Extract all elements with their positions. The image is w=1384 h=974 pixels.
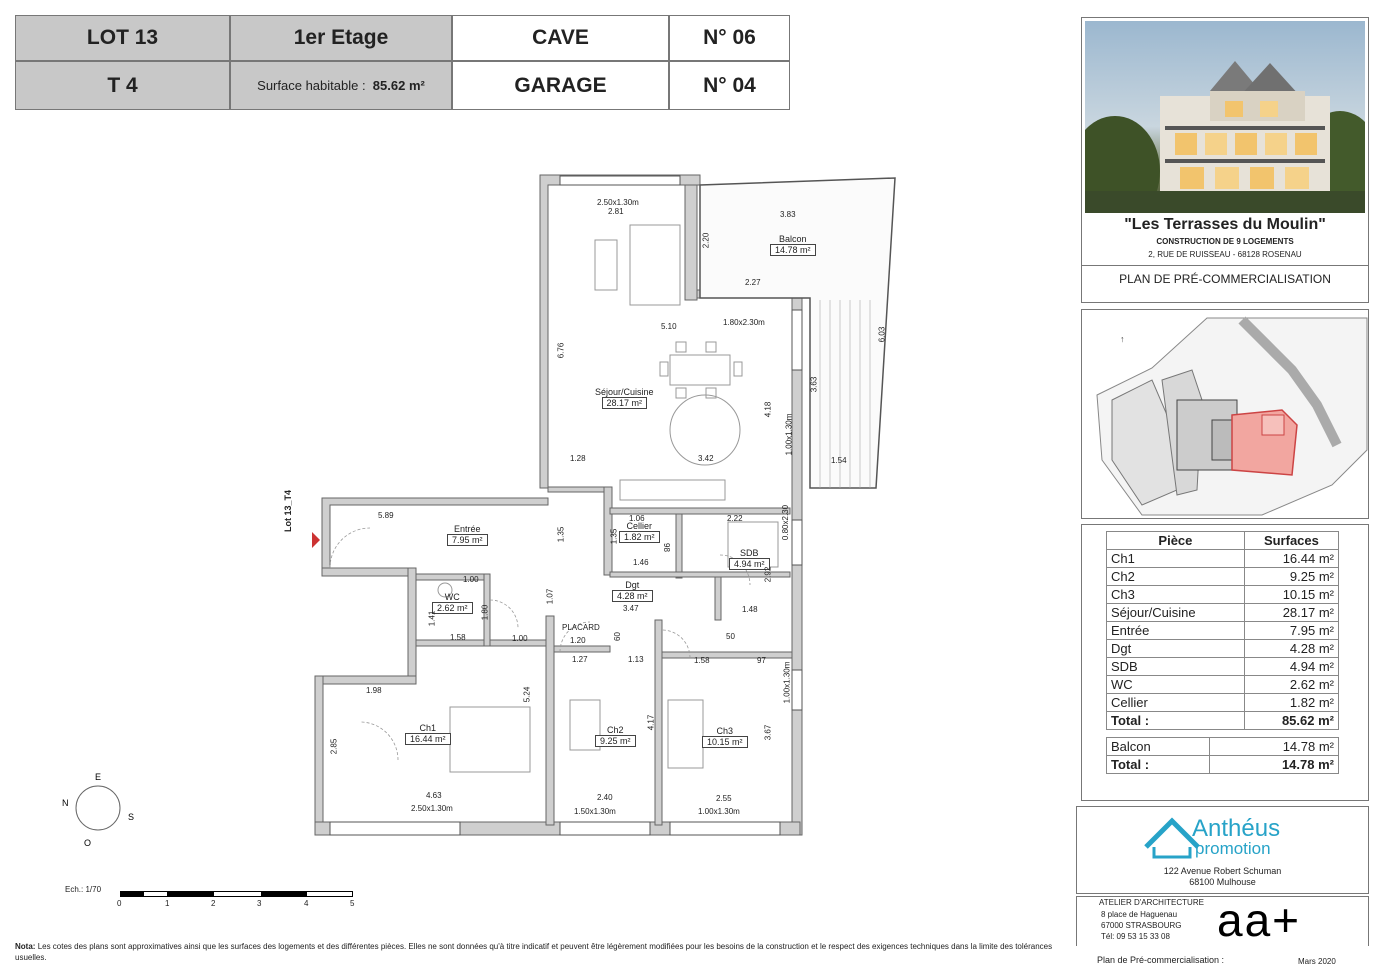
room-area: 4.94 m² (1244, 658, 1338, 676)
room-ch3-name: Ch3 (716, 726, 734, 736)
dim-label: 1.00 (463, 575, 479, 584)
promoter-address1: 122 Avenue Robert Schuman (1163, 866, 1282, 876)
scale-tick-0: 0 (117, 899, 122, 908)
room-entree-area: 7.95 m² (447, 534, 488, 546)
room-cellier-area: 1.82 m² (619, 531, 660, 543)
dim-label: 2.22 (727, 514, 743, 523)
total-row (1107, 756, 1339, 774)
dim-label: 4.18 (763, 401, 773, 418)
room-entree (447, 524, 488, 546)
table-row (1107, 640, 1339, 658)
project-panel (1081, 17, 1369, 303)
room-area: 4.28 m² (1244, 640, 1338, 658)
type-label: T 4 (107, 73, 138, 97)
room-ch1-name: Ch1 (419, 723, 437, 733)
svg-text:↑: ↑ (1120, 334, 1125, 344)
surfaces-table (1106, 531, 1339, 730)
dim-label: 97 (757, 656, 766, 665)
balcon-value: 14.78 m² (1210, 738, 1339, 756)
dim-label: 6.03 (877, 326, 887, 343)
room-name: SDB (1107, 658, 1245, 676)
balcon-label: Balcon (1107, 738, 1210, 756)
room-area: 2.62 m² (1244, 676, 1338, 694)
table-row (1107, 738, 1339, 756)
dim-label: 1.07 (545, 588, 555, 605)
table-row (1107, 676, 1339, 694)
dim-label: 1.41 (427, 610, 437, 627)
room-ch2-area: 9.25 m² (595, 735, 636, 747)
dim-label: 1.80 (480, 604, 490, 621)
total-value: 14.78 m² (1210, 756, 1339, 774)
room-dgt-area: 4.28 m² (612, 590, 653, 602)
cave-label: CAVE (532, 26, 589, 49)
col-surface: Surfaces (1244, 532, 1338, 550)
architect-title: ATELIER D'ARCHITECTURE (1099, 898, 1204, 907)
room-name: WC (1107, 676, 1245, 694)
room-name: Séjour/Cuisine (1107, 604, 1245, 622)
project-name: "Les Terrasses du Moulin" (1124, 216, 1326, 233)
dim-label: 2.85 (329, 738, 339, 755)
building-illustration (1085, 21, 1365, 213)
room-ch1 (405, 723, 451, 745)
scale-bar (120, 891, 353, 897)
room-ch2 (595, 725, 636, 747)
room-area: 1.82 m² (1244, 694, 1338, 712)
dim-label: 3.63 (809, 376, 819, 393)
room-sejour (595, 387, 654, 409)
room-ch2-name: Ch2 (607, 725, 624, 735)
room-name: Ch3 (1107, 586, 1245, 604)
room-balcon-name: Balcon (779, 234, 807, 244)
total-label: Total : (1107, 712, 1245, 730)
promoter-address2: 68100 Mulhouse (1189, 877, 1256, 887)
footnote-bold: Nota: (15, 942, 36, 951)
total-label: Total : (1107, 756, 1210, 774)
room-sdb-area: 4.94 m² (729, 558, 770, 570)
project-address: 2, RUE DE RUISSEAU - 68128 ROSENAU (1148, 250, 1302, 259)
dim-label: 3.42 (698, 454, 714, 463)
room-wc-name: WC (444, 592, 460, 602)
site-map-panel (1081, 309, 1369, 519)
room-area: 10.15 m² (1244, 586, 1338, 604)
room-ch3-area: 10.15 m² (702, 736, 748, 748)
surface-label: Surface habitable : (257, 78, 366, 93)
table-row (1107, 604, 1339, 622)
dim-label: 2.20 (701, 232, 711, 249)
dim-label: 1.46 (633, 558, 649, 567)
room-balcon (770, 234, 816, 256)
dim-label: 1.48 (742, 605, 758, 614)
room-sejour-area: 28.17 m² (602, 397, 648, 409)
table-header-row (1107, 532, 1339, 550)
dim-label: 1.00x1.30m (782, 661, 792, 704)
compass-n: N (62, 798, 69, 808)
dim-label: 98 (661, 543, 671, 552)
dim-label: 1.27 (572, 655, 588, 664)
building-photo (1085, 21, 1365, 213)
table-row (1107, 568, 1339, 586)
dim-label: 2.40 (597, 793, 613, 802)
dim-label: 6.76 (556, 342, 566, 359)
table-row (1107, 550, 1339, 568)
room-name: Cellier (1107, 694, 1245, 712)
architect-line1: 8 place de Haguenau (1101, 910, 1178, 919)
dim-label: 1.98 (366, 686, 382, 695)
room-entree-name: Entrée (453, 524, 481, 534)
room-area: 9.25 m² (1244, 568, 1338, 586)
room-name: Dgt (1107, 640, 1245, 658)
room-ch3 (702, 726, 748, 748)
dim-label: 1.13 (628, 655, 644, 664)
plan-type: PLAN DE PRÉ-COMMERCIALISATION (1119, 272, 1331, 286)
dim-label: 5.89 (378, 511, 394, 520)
dim-label: 1.58 (450, 633, 466, 642)
aa-logo-text: aa+ (1217, 894, 1302, 946)
surface-value: 85.62 m² (372, 78, 425, 93)
dim-label: 50 (726, 632, 735, 641)
dim-label: 1.58 (694, 656, 710, 665)
footer-date: Mars 2020 (1298, 957, 1336, 966)
dim-label: 2.50x1.30m (597, 198, 639, 207)
dim-label: 1.00x1.30m (698, 807, 740, 816)
total-value: 85.62 m² (1244, 712, 1338, 730)
room-cellier (619, 521, 660, 543)
dim-label: 1.50x1.30m (574, 807, 616, 816)
architect-line2: 67000 STRASBOURG (1101, 921, 1182, 930)
room-ch1-area: 16.44 m² (405, 733, 451, 745)
room-sdb-name: SDB (740, 548, 759, 558)
room-dgt-name: Dgt (625, 580, 640, 590)
room-name: Ch1 (1107, 550, 1245, 568)
lot-tag: Lot 13_T4 (283, 489, 293, 532)
dim-label: 0.80x2.30 (781, 504, 791, 541)
garage-number: N° 04 (703, 73, 756, 97)
scale-label: Ech.: 1/70 (65, 885, 102, 894)
dim-label: 2.92 (763, 566, 773, 583)
garage-label: GARAGE (514, 73, 607, 97)
scale-tick-3: 3 (257, 899, 262, 908)
aa-logo (1217, 893, 1301, 947)
dim-label: 1.28 (570, 454, 586, 463)
scale-tick-2: 2 (211, 899, 216, 908)
dim-label: 1.00 (512, 634, 528, 643)
architect-line3: Tél: 09 53 15 33 08 (1101, 932, 1170, 941)
total-row (1107, 712, 1339, 730)
dim-label: 1.35 (609, 528, 619, 545)
site-plan (1082, 310, 1369, 519)
antheus-logo (1142, 813, 1312, 863)
lot-label: LOT 13 (86, 26, 159, 49)
dim-label: 1.00x1.30m (784, 413, 794, 456)
dim-label: 1.80x2.30m (723, 318, 765, 327)
room-wc (432, 592, 473, 614)
project-construction: CONSTRUCTION DE 9 LOGEMENTS (1156, 237, 1294, 246)
placard-label: PLACARD (562, 623, 600, 632)
floor-label: 1er Etage (293, 26, 389, 49)
footnote-text: Les cotes des plans sont approximatives ainsi que les surfaces des logements et des différentes pièces. Elles ne sont données qu'à titre indicatif et peuvent être légèrement modifiées pour les besoins de la construction et le respect des exigences techniques dans la limite des tolérances usuelles. (15, 942, 1053, 962)
table-row (1107, 586, 1339, 604)
dim-label: 2.55 (716, 794, 732, 803)
room-sejour-name: Séjour/Cuisine (595, 387, 654, 397)
dim-label: 1.06 (629, 514, 645, 523)
dim-label: 2.50x1.30m (411, 804, 453, 813)
cave-number: N° 06 (703, 26, 756, 49)
architect-panel (1076, 896, 1369, 946)
dim-label: 3.67 (763, 724, 773, 741)
dim-label: 1.35 (556, 526, 566, 543)
scale-tick-5: 5 (350, 899, 355, 908)
dim-label: 5.10 (661, 322, 677, 331)
scale-tick-1: 1 (165, 899, 170, 908)
balcon-table (1106, 737, 1339, 774)
room-name: Entrée (1107, 622, 1245, 640)
room-balcon-area: 14.78 m² (770, 244, 816, 256)
room-dgt (612, 580, 653, 602)
table-row (1107, 658, 1339, 676)
surfaces-panel (1081, 524, 1369, 801)
room-wc-area: 2.62 m² (432, 602, 473, 614)
dim-label: 3.47 (623, 604, 639, 613)
compass-s: S (128, 812, 135, 822)
dim-label: 5.24 (522, 686, 532, 703)
footnote (15, 941, 1065, 963)
compass-e: E (95, 772, 102, 782)
compass-o: O (84, 838, 92, 848)
dim-label: 2.27 (745, 278, 761, 287)
footer-plan-label: Plan de Pré-commercialisation : (1097, 955, 1225, 965)
dim-label: 3.83 (780, 210, 796, 219)
dim-label: 4.17 (646, 714, 656, 731)
dim-label: 1.20 (570, 636, 586, 645)
room-area: 28.17 m² (1244, 604, 1338, 622)
dim-label: 1.54 (831, 456, 847, 465)
table-row (1107, 694, 1339, 712)
col-room: Pièce (1107, 532, 1245, 550)
table-row (1107, 622, 1339, 640)
logo-line2: promotion (1195, 839, 1271, 858)
dim-label: 2.81 (608, 207, 624, 216)
logo-line1: Anthéus (1192, 815, 1281, 842)
dim-label: 60 (612, 632, 622, 641)
room-area: 7.95 m² (1244, 622, 1338, 640)
dim-label: 4.63 (426, 791, 442, 800)
room-area: 16.44 m² (1244, 550, 1338, 568)
scale-tick-4: 4 (304, 899, 309, 908)
room-name: Ch2 (1107, 568, 1245, 586)
room-cellier-name: Cellier (626, 521, 653, 531)
promoter-panel (1076, 806, 1369, 894)
